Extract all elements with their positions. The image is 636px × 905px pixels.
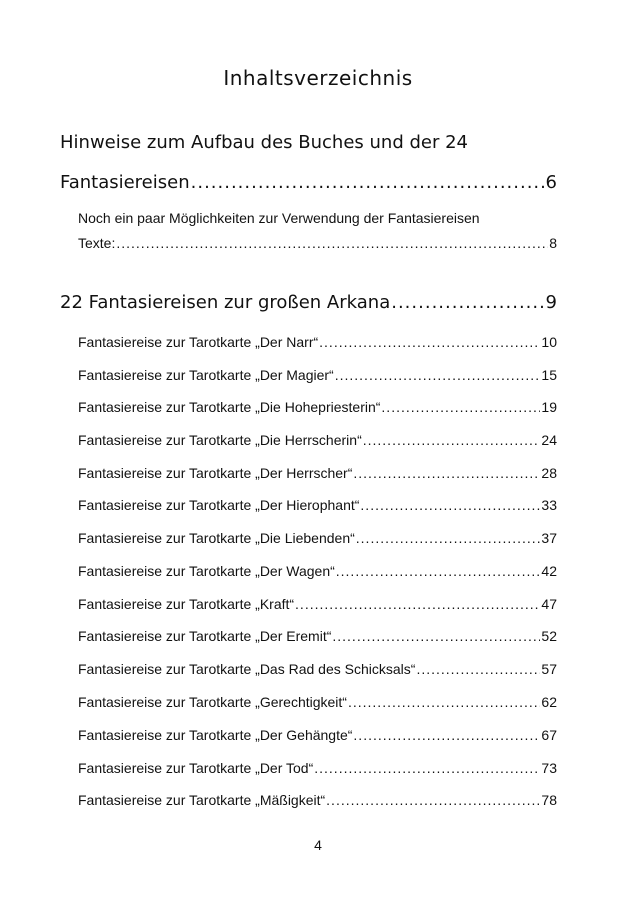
toc-entry-page: 37 — [541, 530, 557, 546]
toc-entry-page: 62 — [541, 694, 557, 710]
toc-section-1-line-1: Hinweise zum Aufbau des Buches und der 24 — [60, 132, 468, 153]
toc-dot-leader — [336, 563, 541, 579]
toc-dot-leader — [335, 367, 541, 383]
page-number: 4 — [314, 837, 322, 853]
toc-sub-1-page: 8 — [549, 235, 557, 251]
toc-section-2-label: 22 Fantasiereisen zur großen Arkana — [60, 292, 391, 313]
toc-entry[interactable] — [78, 497, 557, 513]
toc-entry-label: Fantasiereise zur Tarotkarte „Die Herrscherin“ — [78, 432, 362, 448]
toc-dot-leader — [360, 497, 540, 513]
toc-section-1-page: 6 — [545, 172, 557, 193]
toc-dot-leader — [381, 399, 540, 415]
toc-dot-leader — [363, 432, 541, 448]
toc-entry-label: Fantasiereise zur Tarotkarte „Der Magier“ — [78, 367, 334, 383]
toc-entry[interactable] — [78, 334, 557, 350]
toc-entry-label: Fantasiereise zur Tarotkarte „Der Gehängte“ — [78, 727, 353, 743]
toc-entry[interactable] — [78, 596, 557, 612]
toc-section-2[interactable] — [60, 292, 557, 313]
toc-dot-leader — [319, 334, 540, 350]
toc-entry[interactable] — [78, 399, 557, 415]
toc-entry[interactable] — [78, 792, 557, 808]
toc-entry-page: 47 — [541, 596, 557, 612]
toc-section-1-label: Fantasiereisen — [60, 172, 190, 193]
toc-entry-page: 67 — [541, 727, 557, 743]
toc-dot-leader — [356, 530, 541, 546]
toc-entry-label: Fantasiereise zur Tarotkarte „Die Liebenden“ — [78, 530, 355, 546]
toc-entry-label: Fantasiereise zur Tarotkarte „Der Hierophant“ — [78, 497, 360, 513]
toc-sub-1-line-1: Noch ein paar Möglichkeiten zur Verwendung der Fantasiereisen — [78, 210, 480, 226]
toc-entry[interactable] — [78, 760, 557, 776]
toc-entry[interactable] — [78, 367, 557, 383]
toc-entry[interactable] — [78, 530, 557, 546]
toc-entry[interactable] — [78, 432, 557, 448]
toc-entry-label: Fantasiereise zur Tarotkarte „Der Narr“ — [78, 334, 319, 350]
toc-dot-leader — [326, 792, 540, 808]
toc-entry[interactable] — [78, 628, 557, 644]
toc-dot-leader — [353, 465, 540, 481]
toc-entry-label: Fantasiereise zur Tarotkarte „Das Rad des Schicksals“ — [78, 661, 416, 677]
toc-entry[interactable] — [78, 661, 557, 677]
toc-entry-label: Fantasiereise zur Tarotkarte „Gerechtigkeit“ — [78, 694, 347, 710]
toc-entry[interactable] — [78, 465, 557, 481]
toc-entry-page: 78 — [541, 792, 557, 808]
toc-entry-label: Fantasiereise zur Tarotkarte „Der Wagen“ — [78, 563, 335, 579]
toc-entry-page: 28 — [541, 465, 557, 481]
toc-dot-leader — [353, 727, 540, 743]
toc-entry-page: 73 — [541, 760, 557, 776]
toc-dot-leader — [348, 694, 540, 710]
toc-entry-page: 15 — [541, 367, 557, 383]
toc-entry-label: Fantasiereise zur Tarotkarte „Der Eremit“ — [78, 628, 332, 644]
toc-dot-leader — [295, 596, 540, 612]
toc-dot-leader — [416, 661, 540, 677]
toc-dot-leader — [314, 760, 540, 776]
toc-entry-page: 24 — [541, 432, 557, 448]
toc-entry-label: Fantasiereise zur Tarotkarte „Kraft“ — [78, 596, 295, 612]
toc-entry-page: 42 — [541, 563, 557, 579]
toc-dot-leader — [391, 292, 544, 313]
toc-entry[interactable] — [78, 694, 557, 710]
toc-entry-label: Fantasiereise zur Tarotkarte „Mäßigkeit“ — [78, 792, 326, 808]
toc-dot-leader — [191, 172, 545, 193]
toc-entry-label: Fantasiereise zur Tarotkarte „Der Tod“ — [78, 760, 314, 776]
toc-entry-page: 19 — [541, 399, 557, 415]
toc-dot-leader — [332, 628, 540, 644]
toc-entry-page: 10 — [541, 334, 557, 350]
toc-sub-1[interactable] — [78, 235, 557, 251]
toc-entry-page: 52 — [541, 628, 557, 644]
page-title: Inhaltsverzeichnis — [223, 66, 413, 90]
toc-section-1[interactable] — [60, 172, 557, 193]
toc-entry-page: 57 — [541, 661, 557, 677]
toc-entry-label: Fantasiereise zur Tarotkarte „Die Hohepriesterin“ — [78, 399, 381, 415]
toc-entry-label: Fantasiereise zur Tarotkarte „Der Herrscher“ — [78, 465, 353, 481]
toc-dot-leader — [116, 235, 548, 251]
toc-entry[interactable] — [78, 563, 557, 579]
toc-entry[interactable] — [78, 727, 557, 743]
toc-entry-page: 33 — [541, 497, 557, 513]
toc-section-2-page: 9 — [545, 292, 557, 313]
toc-sub-1-label: Texte: — [78, 235, 116, 251]
